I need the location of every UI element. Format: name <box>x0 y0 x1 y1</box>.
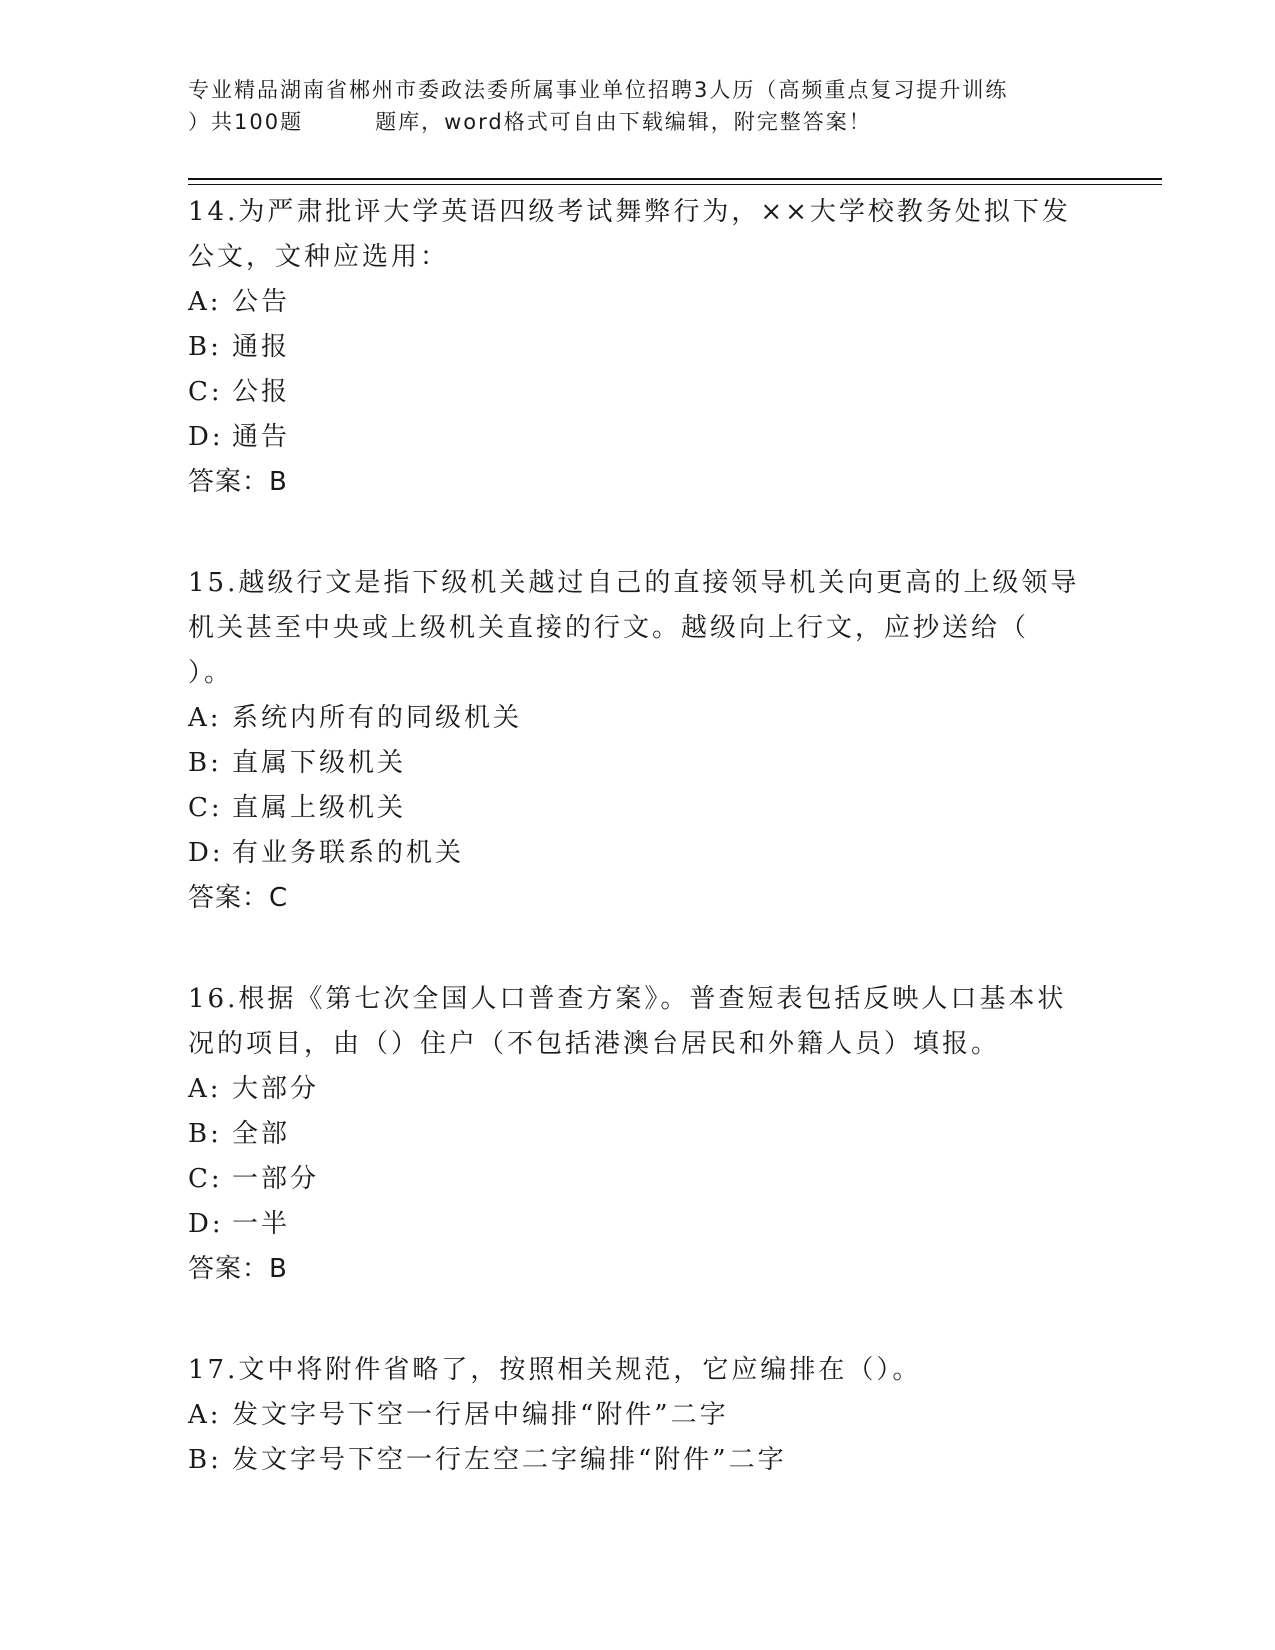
question-text <box>188 977 1088 1067</box>
header-line-2 <box>188 106 1108 138</box>
header-divider-thin <box>188 184 1162 185</box>
option-text: 一半 <box>232 1209 291 1239</box>
option-key: A: <box>188 703 222 733</box>
question-text-line: 15.越级行文是指下级机关越过自己的直接领导机关向更高的上级领导 <box>188 568 1080 598</box>
option-key: D: <box>188 1209 224 1239</box>
option-d <box>188 1202 1088 1247</box>
option-key: B: <box>188 1119 222 1149</box>
header-line-1: 专业精品湖南省郴州市委政法委所属事业单位招聘3人历（高频重点复习提升训练 <box>188 78 1009 102</box>
question-text-line: ）。 <box>188 658 234 688</box>
question-text-line: 17.文中将附件省略了，按照相关规范，它应编排在（）。 <box>188 1355 922 1385</box>
question-text-line: 14.为严肃批评大学英语四级考试舞弊行为，××大学校教务处拟下发 <box>188 197 1071 227</box>
question-item <box>188 561 1088 921</box>
header-line-2-part-b: 题库，word格式可自由下载编辑，附完整答案！ <box>375 110 872 134</box>
option-text: 直属上级机关 <box>232 793 407 823</box>
option-key: A: <box>188 287 222 317</box>
option-key: A: <box>188 1074 222 1104</box>
option-c <box>188 370 1088 415</box>
question-text <box>188 190 1088 280</box>
question-text <box>188 1348 1088 1393</box>
option-text: 有业务联系的机关 <box>232 838 465 868</box>
option-text: 系统内所有的同级机关 <box>232 703 523 733</box>
header-line-2-part-a: ）共100题 <box>188 110 304 134</box>
question-text-line: 16.根据《第七次全国人口普查方案》。普查短表包括反映人口基本状 <box>188 984 1067 1014</box>
question-item <box>188 1348 1088 1483</box>
option-d <box>188 415 1088 460</box>
option-a <box>188 1393 1088 1438</box>
option-text: 发文字号下空一行居中编排“附件”二字 <box>232 1400 729 1430</box>
option-text: 大部分 <box>232 1074 320 1104</box>
option-key: D: <box>188 422 224 452</box>
option-b <box>188 1438 1088 1483</box>
option-b <box>188 325 1088 370</box>
option-key: B: <box>188 1445 222 1475</box>
option-text: 直属下级机关 <box>232 748 407 778</box>
option-key: C: <box>188 1164 223 1194</box>
question-text-line: 机关甚至中央或上级机关直接的行文。越级向上行文，应抄送给（ <box>188 613 1030 643</box>
option-text: 公告 <box>232 287 291 317</box>
option-key: C: <box>188 793 223 823</box>
answer-line: 答案：C <box>188 883 289 913</box>
option-text: 通告 <box>232 422 291 452</box>
option-a <box>188 1067 1088 1112</box>
answer-line: 答案：B <box>188 1254 288 1284</box>
question-text-line: 公文，文种应选用： <box>188 242 450 272</box>
option-c <box>188 1157 1088 1202</box>
question-item <box>188 190 1088 505</box>
question-list <box>188 190 1088 1539</box>
option-b <box>188 741 1088 786</box>
option-text: 发文字号下空一行左空二字编排“附件”二字 <box>232 1445 787 1475</box>
option-text: 全部 <box>232 1119 291 1149</box>
header-divider-thick <box>188 178 1162 180</box>
answer-line: 答案：B <box>188 467 288 497</box>
option-a <box>188 280 1088 325</box>
option-c <box>188 786 1088 831</box>
option-text: 一部分 <box>232 1164 320 1194</box>
option-b <box>188 1112 1088 1157</box>
document-header <box>188 74 1108 138</box>
option-key: C: <box>188 377 223 407</box>
option-key: D: <box>188 838 224 868</box>
option-a <box>188 696 1088 741</box>
question-text <box>188 561 1088 696</box>
question-text-line: 况的项目，由（）住户（不包括港澳台居民和外籍人员）填报。 <box>188 1029 1001 1059</box>
option-text: 通报 <box>232 332 291 362</box>
option-key: B: <box>188 748 222 778</box>
option-key: B: <box>188 332 222 362</box>
option-d <box>188 831 1088 876</box>
question-item <box>188 977 1088 1292</box>
option-text: 公报 <box>232 377 291 407</box>
option-key: A: <box>188 1400 222 1430</box>
